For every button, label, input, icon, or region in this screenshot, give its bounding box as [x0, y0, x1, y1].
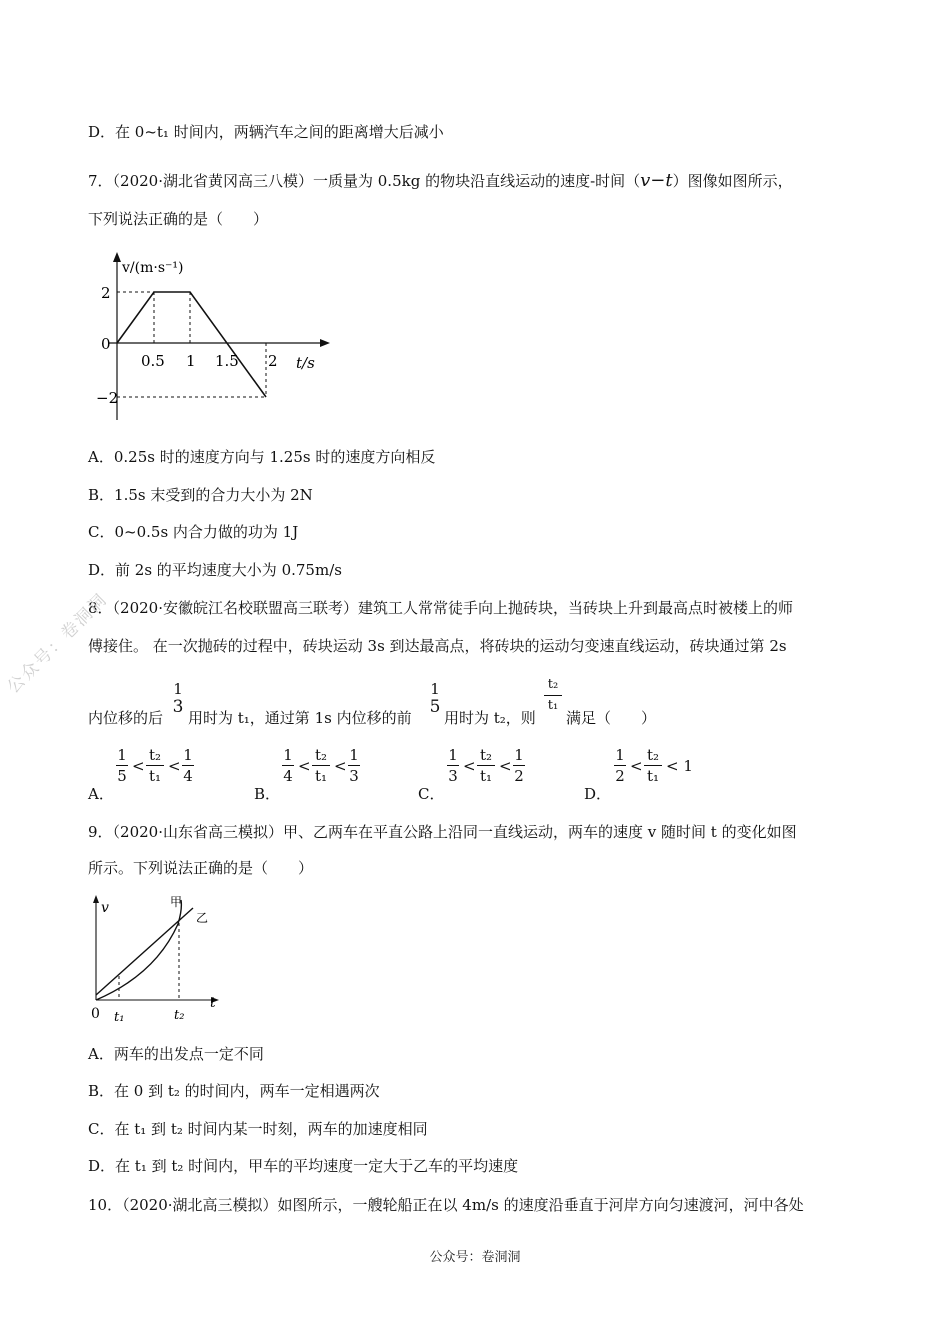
q9-stem-line2: 所示。下列说法正确的是（ ） — [88, 859, 314, 877]
q7-vt-graph — [96, 250, 340, 425]
q9-vt-graph — [86, 892, 226, 1028]
fraction-bar — [544, 695, 562, 696]
q10-stem-line1: 10．（2020·湖北高三模拟）如图所示，一艘轮船正在以 4m/s 的速度沿垂直于河岸方向匀速渡河，河中各处 — [88, 1196, 804, 1214]
less-than: < — [132, 757, 145, 775]
denominator: t₁ — [148, 767, 162, 785]
denominator: 4 — [183, 767, 193, 785]
q7-x-axis-label: t/s — [296, 354, 315, 372]
q7-option-c: C．0~0.5s 内合力做的功为 1J — [88, 523, 299, 541]
q8-option-b-label: B． — [254, 785, 281, 803]
less-than: < — [298, 757, 311, 775]
q7-stem-b: ）图像如图所示， — [672, 172, 793, 190]
less-than: < — [334, 757, 347, 775]
q7-option-a: A．0.25s 时的速度方向与 1.25s 时的速度方向相反 — [88, 448, 436, 466]
numerator: 1 — [173, 680, 183, 698]
less-than: < — [499, 757, 512, 775]
q8-option-a-label: A． — [88, 785, 114, 803]
q7-stem-a: 7．（2020·湖北省黄冈高三八模）一质量为 0.5kg 的物块沿直线运动的速度-时间（ — [88, 172, 641, 190]
numerator: 1 — [183, 746, 193, 764]
less-than: < — [630, 757, 643, 775]
q7-option-b: B．1.5s 末受到的合力大小为 2N — [88, 486, 313, 504]
q8-option-a-expr — [116, 746, 206, 794]
q6-option-d: D．在 0~t₁ 时间内，两辆汽车之间的距离增大后减小 — [88, 123, 444, 141]
denominator: 4 — [283, 767, 293, 785]
numerator: 1 — [430, 680, 440, 698]
numerator: 1 — [514, 746, 524, 764]
q9-yi-label: 乙 — [196, 911, 209, 925]
q9-t2-label: t₂ — [174, 1008, 185, 1023]
less-than: < — [168, 757, 181, 775]
watermark: 公众号：卷洞洞 — [3, 589, 112, 698]
q7-x-tick-2: 2 — [268, 352, 278, 370]
denominator: t₁ — [646, 767, 660, 785]
q8-frac-one-third — [172, 680, 184, 716]
q7-x-tick-15: 1.5 — [215, 352, 239, 370]
q9-v-label: v — [101, 900, 109, 916]
denominator: 3 — [172, 697, 184, 717]
q7-vt-symbol: v−t — [640, 170, 673, 191]
q7-y-tick-0: 0 — [101, 335, 111, 353]
denominator: t₁ — [314, 767, 328, 785]
numerator: 1 — [615, 746, 625, 764]
less-than: < — [463, 757, 476, 775]
q9-origin-label: 0 — [91, 1006, 100, 1022]
numerator: t₂ — [547, 677, 559, 692]
numerator: 1 — [448, 746, 458, 764]
q8-stem-line3d: 满足（ ） — [566, 709, 657, 727]
less-than-one: < 1 — [666, 757, 693, 775]
q8-option-d-label: D． — [584, 785, 612, 803]
q7-stem-line2: 下列说法正确的是（ ） — [88, 210, 269, 228]
denominator: 2 — [514, 767, 524, 785]
page-footer: 公众号：卷洞洞 — [429, 1250, 521, 1265]
q8-stem-line3c: 用时为 t₂，则 — [444, 709, 536, 727]
q9-option-c: C．在 t₁ 到 t₂ 时间内某一时刻，两车的加速度相同 — [88, 1120, 428, 1138]
denominator: 3 — [448, 767, 458, 785]
q7-y-axis-label: v/(m·s⁻¹) — [122, 260, 184, 276]
q8-option-d-expr — [614, 746, 704, 794]
numerator: t₂ — [479, 746, 493, 764]
q8-frac-one-fifth — [429, 680, 441, 716]
q9-stem-line1: 9．（2020·山东省高三模拟）甲、乙两车在平直公路上沿同一直线运动，两车的速度 v 随时间 t 的变化如图 — [88, 823, 797, 841]
q7-y-tick-neg2: −2 — [96, 389, 119, 407]
q7-stem-line1 — [88, 171, 793, 191]
q9-t1-label: t₁ — [114, 1010, 125, 1025]
denominator: 3 — [349, 767, 359, 785]
q7-y-tick-2: 2 — [101, 284, 111, 302]
numerator: 1 — [117, 746, 127, 764]
denominator: 5 — [117, 767, 127, 785]
denominator: t₁ — [547, 698, 559, 713]
q7-x-tick-1: 1 — [186, 352, 196, 370]
q9-option-b: B．在 0 到 t₂ 的时间内，两车一定相遇两次 — [88, 1082, 380, 1100]
denominator: 2 — [615, 767, 625, 785]
q8-option-b-expr — [282, 746, 372, 794]
q7-option-d: D．前 2s 的平均速度大小为 0.75m/s — [88, 561, 342, 579]
q8-stem-line1: 8．（2020·安徽皖江名校联盟高三联考）建筑工人常常徒手向上抛砖块，当砖块上升到最高点时被楼上的师 — [88, 599, 793, 617]
q8-option-c-label: C． — [418, 785, 445, 803]
q7-velocity-line — [117, 292, 266, 397]
q8-stem-line3b: 用时为 t₁，通过第 1s 内位移的前 — [188, 709, 412, 727]
numerator: t₂ — [148, 746, 162, 764]
denominator: t₁ — [479, 767, 493, 785]
numerator: t₂ — [646, 746, 660, 764]
q9-option-a: A．两车的出发点一定不同 — [88, 1045, 264, 1063]
q9-t-label: t — [210, 995, 216, 1011]
q8-stem-line3a: 内位移的后 — [88, 709, 164, 727]
q7-x-tick-05: 0.5 — [141, 352, 165, 370]
q8-frac-t2-t1 — [544, 676, 562, 715]
q9-jia-label: 甲 — [170, 895, 183, 909]
numerator: t₂ — [314, 746, 328, 764]
q9-option-d: D．在 t₁ 到 t₂ 时间内，甲车的平均速度一定大于乙车的平均速度 — [88, 1157, 519, 1175]
q8-option-c-expr — [447, 746, 537, 794]
q8-stem-line2: 傅接住。 在一次抛砖的过程中，砖块运动 3s 到达最高点，将砖块的运动匀变速直线运动，砖块通过第 2s — [88, 637, 787, 655]
denominator: 5 — [429, 697, 441, 717]
numerator: 1 — [349, 746, 359, 764]
numerator: 1 — [283, 746, 293, 764]
